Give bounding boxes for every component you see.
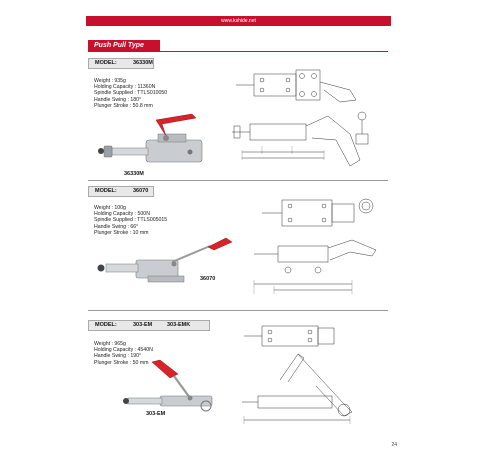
- model-label: MODEL:: [95, 60, 117, 66]
- spec-line: Holding Capacity : 4540N: [94, 347, 153, 354]
- spec-line: Plunger Stroke : 10 mm: [94, 229, 149, 236]
- model-label: MODEL:: [95, 188, 117, 194]
- spec-line: Plunger Stroke : 50 mm: [94, 359, 149, 366]
- model-box-36070: [88, 186, 154, 197]
- model-number: 36330M: [133, 60, 153, 66]
- spec-line: Handle Swing : 190°: [94, 353, 142, 360]
- technical-drawing-36330m: [232, 60, 382, 175]
- model-number-alt: 303-EMK: [167, 322, 191, 328]
- spec-line: Handle Swing : 66°: [94, 223, 139, 230]
- page-number: 24: [391, 442, 397, 448]
- spec-line: Spindle Supplied : TTLS005015: [94, 217, 168, 224]
- section-title: Push Pull Type: [88, 40, 160, 51]
- header-url: www.kshide.net: [221, 18, 256, 24]
- model-number: 36070: [133, 188, 149, 194]
- spec-line: Handle Swing : 180°: [94, 96, 142, 103]
- spec-line: Holding Capacity : 500N: [94, 211, 150, 218]
- photo-caption: 36070: [200, 276, 216, 282]
- spec-list-36330m: [94, 78, 167, 109]
- technical-drawing-303-em: [240, 320, 380, 430]
- model-label: MODEL:: [95, 322, 117, 328]
- model-box-36330m: [88, 58, 154, 69]
- spec-line: Spindle Supplied : TTLS010050: [94, 90, 168, 97]
- spec-line: Plunger Stroke : 50.8 mm: [94, 102, 153, 109]
- section-underline: [88, 51, 388, 52]
- spec-line: Weight : 100g: [94, 205, 126, 211]
- photo-caption: 303-EM: [146, 411, 166, 417]
- product-photo-303-em: [120, 362, 220, 420]
- section-divider: [88, 180, 388, 181]
- spec-line: Holding Capacity : 11360N: [94, 84, 156, 91]
- technical-drawing-36070: [248, 190, 384, 300]
- section-divider: [88, 310, 388, 311]
- spec-line: Weight : 935g: [94, 78, 126, 84]
- product-photo-36070: [92, 229, 240, 292]
- spec-line: Weight : 965g: [94, 341, 126, 347]
- model-number: 303-EM: [133, 322, 153, 328]
- model-box-303-em: [88, 320, 210, 331]
- product-photo-36330m: [96, 110, 216, 175]
- photo-caption: 36330M: [124, 171, 144, 177]
